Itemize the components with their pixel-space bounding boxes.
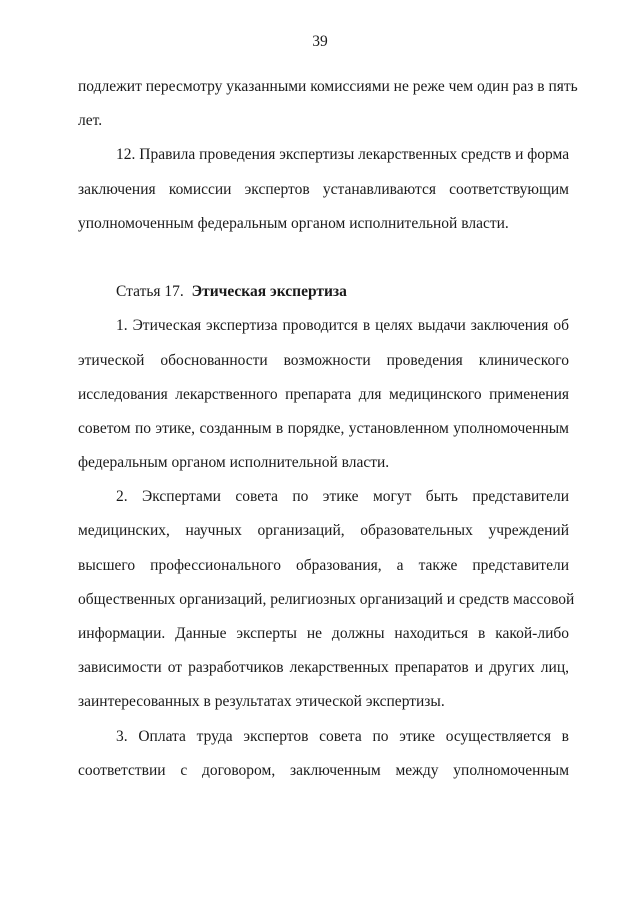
article-heading xyxy=(78,275,569,309)
paragraph-continuation xyxy=(78,70,578,138)
text-line: уполномоченным федеральным органом исполнительной власти. xyxy=(78,214,509,232)
text-line: лет. xyxy=(78,112,103,130)
text-line: 12. Правила проведения экспертизы лекарственных средств и форма xyxy=(116,146,570,164)
text-line: соответствии с договором, заключенным между уполномоченным xyxy=(78,761,569,779)
paragraph-12 xyxy=(78,138,569,241)
paragraph-1 xyxy=(78,309,569,480)
text-line: 2. Экспертами совета по этике могут быть представители xyxy=(116,488,569,506)
paragraph-2 xyxy=(78,480,575,719)
text-line: 1. Этическая экспертиза проводится в целях выдачи заключения об xyxy=(116,317,569,335)
text-line: подлежит пересмотру указанными комиссиями не реже чем один раз в пять xyxy=(78,78,578,95)
text-line: информации. Данные эксперты не должны находиться в какой-либо xyxy=(78,625,569,642)
text-line: исследования лекарственного препарата для медицинского применения xyxy=(78,385,569,403)
article-number: Статья 17. xyxy=(116,283,184,301)
article-title: Этическая экспертиза xyxy=(191,283,347,301)
text-line: этической обоснованности возможности проведения клинического xyxy=(78,351,569,369)
paragraph-3 xyxy=(78,720,569,788)
text-line: советом по этике, созданным в порядке, установленном уполномоченным xyxy=(78,419,569,437)
blank-line xyxy=(78,241,569,275)
text-line: медицинских, научных организаций, образовательных учреждений xyxy=(78,522,569,540)
text-line: 3. Оплата труда экспертов совета по этике осуществляется в xyxy=(116,727,569,745)
text-line: общественных организаций, религиозных организаций и средств массовой xyxy=(78,590,575,608)
text-line: заинтересованных в результатах этической экспертизы. xyxy=(78,693,445,711)
page-number: 39 xyxy=(312,33,328,50)
text-line: зависимости от разработчиков лекарственных препаратов и других лиц, xyxy=(78,659,569,677)
document-body xyxy=(78,70,578,788)
text-line: федеральным органом исполнительной власти. xyxy=(78,454,390,472)
text-line: заключения комиссии экспертов устанавливаются соответствующим xyxy=(78,180,569,198)
text-line: высшего профессионального образования, а также представители xyxy=(78,556,569,574)
